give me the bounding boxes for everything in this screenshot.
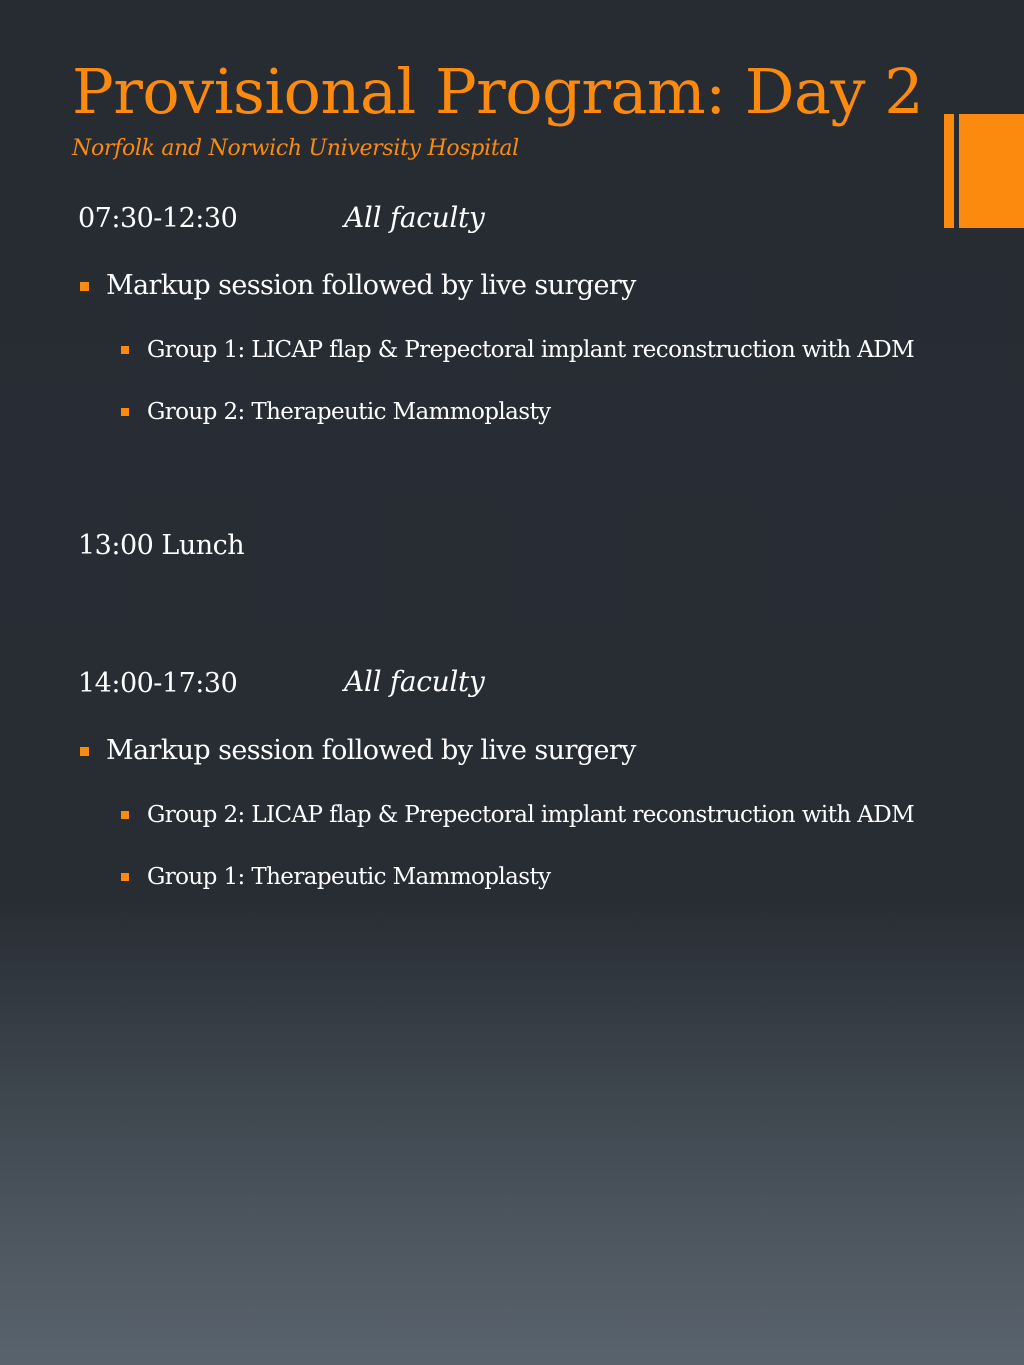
session-1-item-label: Markup session followed by live surgery bbox=[106, 270, 636, 301]
bullet-square-icon bbox=[80, 282, 89, 291]
slide-title: Provisional Program: Day 2 bbox=[72, 55, 924, 128]
slide-subtitle: Norfolk and Norwich University Hospital bbox=[72, 136, 519, 161]
bullet-square-icon bbox=[121, 408, 129, 416]
session-2-group-2 bbox=[121, 861, 551, 893]
session-2-group-1 bbox=[121, 799, 914, 831]
accent-bar-thin bbox=[944, 114, 954, 228]
bullet-square-icon bbox=[121, 873, 129, 881]
session-1-group-1-label: Group 1: LICAP flap & Prepectoral implant reconstruction with ADM bbox=[147, 337, 915, 363]
session-1-group-2 bbox=[121, 396, 551, 428]
session-1-faculty: All faculty bbox=[344, 201, 485, 234]
session-1-time: 07:30-12:30 bbox=[78, 203, 238, 234]
bullet-square-icon bbox=[121, 346, 129, 354]
session-1-group-2-label: Group 2: Therapeutic Mammoplasty bbox=[147, 399, 551, 425]
bullet-square-icon bbox=[121, 811, 129, 819]
session-2-item-label: Markup session followed by live surgery bbox=[106, 735, 636, 766]
accent-bar-thick bbox=[959, 114, 1024, 228]
session-1-item bbox=[80, 268, 636, 304]
session-2-item bbox=[80, 733, 636, 769]
session-2-time: 14:00-17:30 bbox=[78, 668, 238, 699]
session-1-group-1 bbox=[121, 334, 914, 366]
session-2-group-1-label: Group 2: LICAP flap & Prepectoral implant reconstruction with ADM bbox=[147, 802, 915, 828]
session-2-group-2-label: Group 1: Therapeutic Mammoplasty bbox=[147, 864, 551, 890]
lunch-line: 13:00 Lunch bbox=[78, 530, 245, 561]
session-2-faculty: All faculty bbox=[344, 665, 485, 698]
bullet-square-icon bbox=[80, 747, 89, 756]
